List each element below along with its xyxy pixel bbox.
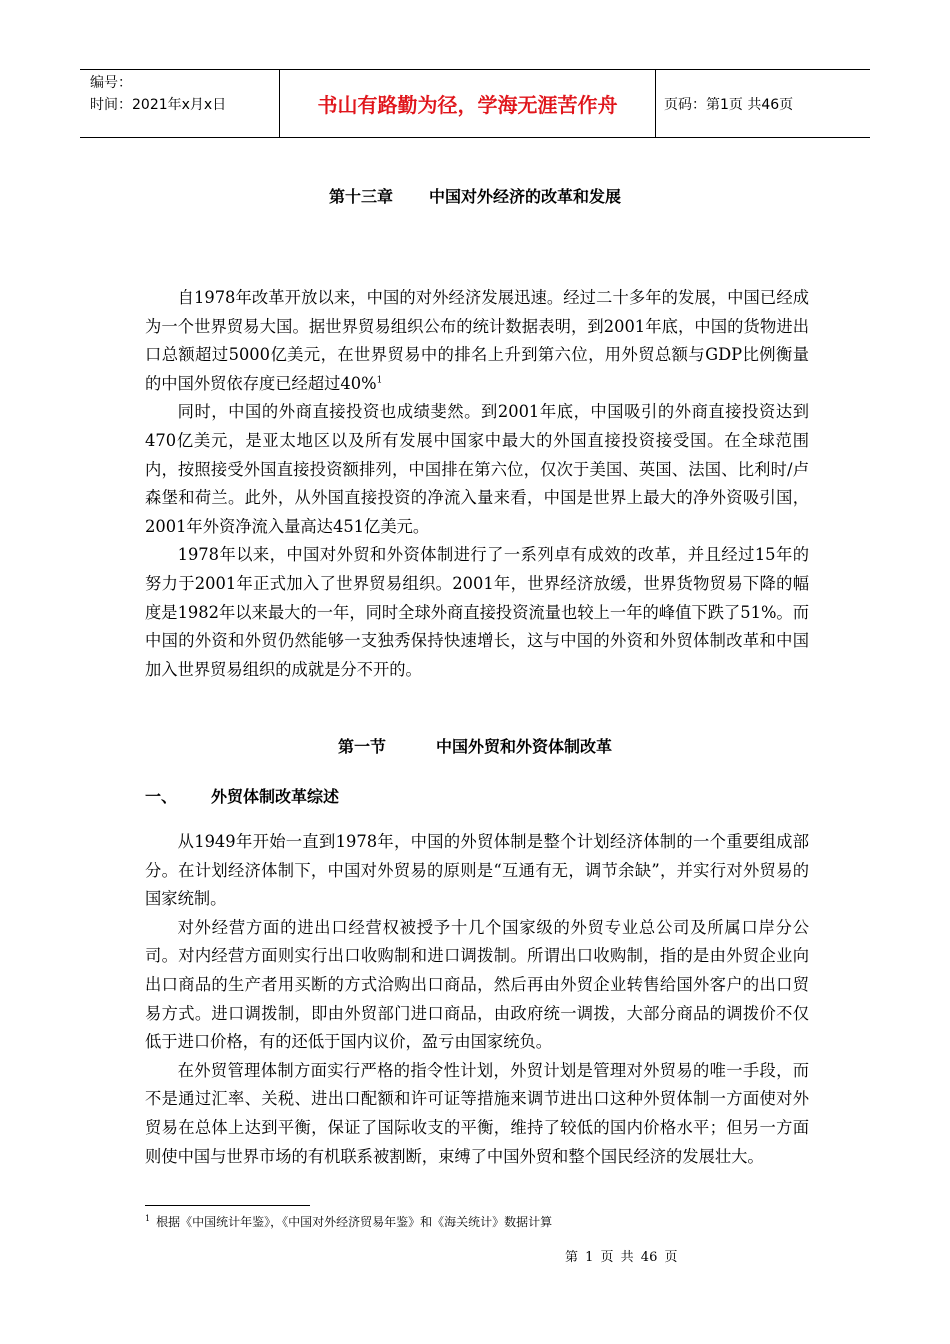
subsection-number: 一、	[145, 787, 178, 806]
document-header	[80, 69, 870, 138]
paragraph-text: 自1978年改革开放以来，中国的对外经济发展迅速。经过二十多年的发展，中国已经成为一个世界贸易大国。据世界贸易组织公布的统计数据表明，到2001年底，中国的货物进出口总额超过5000亿美元，在世界贸易中的排名上升到第六位，用外贸总额与GDP比例衡量的中国外贸依存度已经超过40%	[145, 288, 809, 393]
header-page-cell	[656, 70, 870, 137]
header-motto-cell	[280, 70, 656, 137]
page-footer: 第 1 页 共 46 页	[565, 1250, 678, 1265]
intro-paragraph: 1978年以来，中国对外贸和外资体制进行了一系列卓有成效的改革，并且经过15年的努力于2001年正式加入了世界贸易组织。2001年，世界经济放缓，世界货物贸易下降的幅度是1982年以来最大的一年，同时全球外商直接投资流量也较上一年的峰值下跌了51%。而中国的外资和外贸仍然能够一支独秀保持快速增长，这与中国的外资和外贸体制改革和中国加入世界贸易组织的成就是分不开的。	[145, 545, 809, 679]
header-motto: 书山有路勤为径，学海无涯苦作舟	[317, 93, 618, 117]
footnote-text: 根据《中国统计年鉴》，《中国对外经济贸易年鉴》和《海关统计》数据计算	[156, 1215, 553, 1229]
intro-paragraph	[145, 284, 809, 398]
section-title	[0, 734, 950, 757]
chapter-title	[0, 184, 950, 207]
section-name: 中国外贸和外资体制改革	[436, 737, 613, 756]
footnote-divider	[145, 1205, 310, 1206]
subsection-heading	[145, 784, 339, 807]
subsection-name: 外贸体制改革综述	[211, 787, 340, 806]
chapter-number: 第十三章	[328, 187, 393, 206]
body-paragraph: 对外经营方面的进出口经营权被授予十几个国家级的外贸专业总公司及所属口岸分公司。对内经营方面则实行出口收购制和进口调拨制。所谓出口收购制，指的是由外贸企业向出口商品的生产者用买断的方式洽购出口商品，然后再由外贸企业转售给国外客户的出口贸易方式。进口调拨制，即由外贸部门进口商品，由政府统一调拨，大部分商品的调拨价不仅低于进口价格，有的还低于国内议价，盈亏由国家统负。	[145, 917, 809, 1052]
intro-text	[145, 284, 809, 684]
body-paragraph: 在外贸管理体制方面实行严格的指令性计划，外贸计划是管理对外贸易的唯一手段，而不是通过汇率、关税、进出口配额和许可证等措施来调节进出口这种外贸体制一方面使对外贸易在总体上达到平衡，保证了国际收支的平衡，维持了较低的国内价格水平；但另一方面则使中国与世界市场的有机联系被割断，束缚了中国外贸和整个国民经济的发展壮大。	[145, 1060, 809, 1166]
body-text	[145, 828, 809, 1171]
document-date: 时间：2021年x月x日	[90, 97, 227, 113]
section-number: 第一节	[337, 737, 386, 756]
intro-paragraph: 同时，中国的外商直接投资也成绩斐然。到2001年底，中国吸引的外商直接投资达到470亿美元，是亚太地区以及所有发展中国家中最大的外国直接投资接受国。在全球范围内，按照接受外国直接投资额排列，中国排在第六位，仅次于美国、英国、法国、比利时/卢森堡和荷兰。此外，从外国直接投资的净流入量来看，中国是世界上最大的净外资吸引国，2001年外资净流入量高达451亿美元。	[145, 402, 809, 536]
header-page-info: 页码：第1页 共46页	[664, 96, 794, 113]
footnote-marker: 1	[145, 1214, 151, 1223]
body-paragraph: 从1949年开始一直到1978年，中国的外贸体制是整个计划经济体制的一个重要组成部分。在计划经济体制下，中国对外贸易的原则是“互通有无，调节余缺”，并实行对外贸易的国家统制。	[145, 832, 809, 909]
chapter-name: 中国对外经济的改革和发展	[429, 187, 622, 206]
document-number-label: 编号：	[90, 75, 132, 91]
header-meta-cell	[80, 70, 280, 137]
footnote-reference: 1	[376, 375, 383, 386]
footnote	[145, 1213, 552, 1230]
